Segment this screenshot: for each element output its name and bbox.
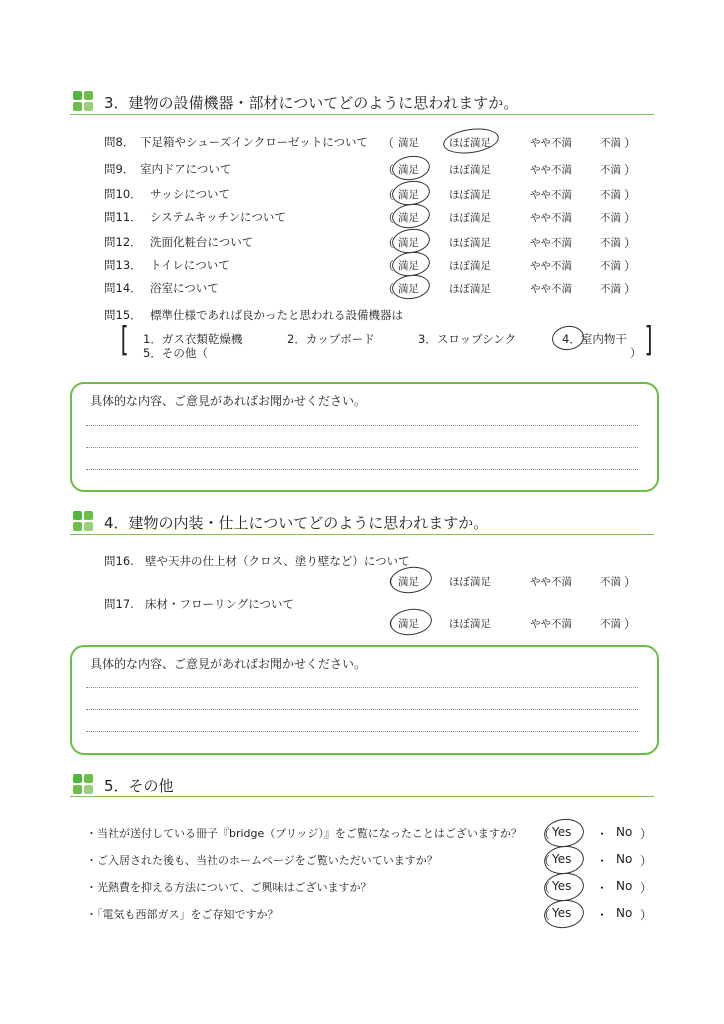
question-number: 問8． <box>104 135 135 149</box>
section-3-divider <box>70 114 654 115</box>
rating-option[interactable]: やや不満 <box>530 237 572 249</box>
comment-label-section-3: 具体的な内容、ご意見があればお聞かせください。 <box>90 394 367 408</box>
rating-option[interactable]: 満足 <box>398 618 419 630</box>
comment-line[interactable] <box>86 709 638 710</box>
close-paren: ） <box>640 854 653 868</box>
rating-option[interactable]: 不満 <box>600 137 621 149</box>
q15-item-1[interactable]: 1．ガス衣類乾燥機 <box>143 332 243 346</box>
rating-option[interactable]: 満足 <box>398 576 419 588</box>
question-number: 問11． <box>104 210 142 224</box>
close-paren: ） <box>624 136 637 150</box>
rating-option[interactable]: 不満 <box>600 189 621 201</box>
rating-option[interactable]: ほぼ満足 <box>449 283 491 295</box>
comment-line[interactable] <box>86 447 638 448</box>
rating-option[interactable]: やや不満 <box>530 260 572 272</box>
rating-option[interactable]: やや不満 <box>530 618 572 630</box>
comment-label-section-4: 具体的な内容、ご意見があればお聞かせください。 <box>90 657 367 671</box>
yes-option[interactable]: Yes <box>552 906 572 920</box>
close-paren: ） <box>640 908 653 922</box>
close-paren: ） <box>624 236 637 250</box>
separator-dot: ・ <box>596 908 609 922</box>
comment-line[interactable] <box>86 687 638 688</box>
rating-option[interactable]: 不満 <box>600 260 621 272</box>
rating-option[interactable]: 満足 <box>398 137 419 149</box>
q15-number: 問15． <box>104 308 142 322</box>
rating-option[interactable]: 満足 <box>398 189 419 201</box>
close-paren: ） <box>624 163 637 177</box>
question-text: 洗面化粧台について <box>150 235 254 249</box>
rating-option[interactable]: ほぼ満足 <box>449 212 491 224</box>
rating-option[interactable]: 不満 <box>600 283 621 295</box>
q15-other-close: ） <box>630 346 642 360</box>
q15-item-4[interactable]: 4．室内物干 <box>562 332 627 346</box>
close-paren: ） <box>624 211 637 225</box>
rating-option[interactable]: ほぼ満足 <box>449 237 491 249</box>
rating-option[interactable]: 満足 <box>398 164 419 176</box>
close-paren: ） <box>624 259 637 273</box>
yes-option[interactable]: Yes <box>552 879 572 893</box>
open-paren: （ <box>382 259 395 273</box>
q15-item-3[interactable]: 3．スロップシンク <box>418 332 517 346</box>
open-paren: （ <box>382 236 395 250</box>
close-paren: ） <box>640 881 653 895</box>
q15-bracket-right: ] <box>644 320 653 360</box>
question-text: 下足箱やシューズインクローゼットについて <box>140 135 369 149</box>
question-text: トイレについて <box>150 258 230 272</box>
q15-item-other[interactable]: 5．その他（ <box>143 346 208 360</box>
selection-circle <box>542 843 586 876</box>
rating-option[interactable]: ほぼ満足 <box>449 189 491 201</box>
rating-option[interactable]: やや不満 <box>530 164 572 176</box>
no-option[interactable]: No <box>616 879 633 893</box>
question-number: 問16. <box>104 554 134 568</box>
question-text: システムキッチンについて <box>150 210 286 224</box>
section-5-divider <box>70 796 654 797</box>
rating-option[interactable]: 満足 <box>398 260 419 272</box>
close-paren: ） <box>640 827 653 841</box>
selection-circle <box>542 816 586 849</box>
yes-option[interactable]: Yes <box>552 852 572 866</box>
rating-option[interactable]: 満足 <box>398 212 419 224</box>
comment-line[interactable] <box>86 469 638 470</box>
clover-icon <box>73 774 93 794</box>
open-paren: （ <box>382 163 395 177</box>
close-paren: ） <box>624 617 637 631</box>
section-5-title: 5．その他 <box>104 777 174 795</box>
question-number: 問17. <box>104 597 134 611</box>
rating-option[interactable]: やや不満 <box>530 189 572 201</box>
yes-no-question: ・「電気も西部ガス」をご存知ですか？ <box>86 908 279 921</box>
open-paren: （ <box>538 854 551 868</box>
question-number: 問9． <box>104 162 135 176</box>
selection-circle <box>391 201 432 230</box>
rating-option[interactable]: 不満 <box>600 576 621 588</box>
separator-dot: ・ <box>596 854 609 868</box>
open-paren: （ <box>382 211 395 225</box>
question-text: 浴室について <box>150 281 219 295</box>
rating-option[interactable]: 不満 <box>600 164 621 176</box>
rating-option[interactable]: ほぼ満足 <box>449 137 491 149</box>
close-paren: ） <box>624 188 637 202</box>
rating-option[interactable]: やや不満 <box>530 576 572 588</box>
q15-selection-circle <box>550 324 585 352</box>
comment-line[interactable] <box>86 425 638 426</box>
clover-icon <box>73 511 93 531</box>
selection-circle <box>391 272 432 301</box>
open-paren: （ <box>382 282 395 296</box>
q15-bracket-left: [ <box>120 320 129 360</box>
comment-line[interactable] <box>86 731 638 732</box>
clover-icon <box>73 91 93 111</box>
section-4-title: 4．建物の内装・仕上についてどのように思われますか。 <box>104 514 489 532</box>
section-3-title: 3．建物の設備機器・部材についてどのように思われますか。 <box>104 94 519 112</box>
question-text: 壁や天井の仕上材（クロス、塗り壁など）について <box>145 554 410 568</box>
rating-option[interactable]: ほぼ満足 <box>449 618 491 630</box>
rating-option[interactable]: 満足 <box>398 237 419 249</box>
rating-option[interactable]: やや不満 <box>530 137 572 149</box>
q15-text: 標準仕様であれば良かったと思われる設備機器は <box>150 308 403 322</box>
yes-no-question: ・光熱費を抑える方法について、ご興味はございますか？ <box>86 881 372 894</box>
rating-option[interactable]: 不満 <box>600 618 621 630</box>
no-option[interactable]: No <box>616 906 633 920</box>
separator-dot: ・ <box>596 827 609 841</box>
selection-circle <box>542 870 586 903</box>
rating-option[interactable]: やや不満 <box>530 283 572 295</box>
no-option[interactable]: No <box>616 825 633 839</box>
close-paren: ） <box>624 575 637 589</box>
q15-item-2[interactable]: 2．カップボード <box>287 332 375 346</box>
selection-circle <box>391 153 432 182</box>
question-number: 問13． <box>104 258 142 272</box>
question-number: 問14． <box>104 281 142 295</box>
question-number: 問12． <box>104 235 142 249</box>
yes-no-question: ・当社が送付している冊子『bridge（ブリッジ）』をご覧になったことはございますか？ <box>86 827 522 840</box>
selection-circle <box>542 897 586 930</box>
question-text: 室内ドアについて <box>140 162 232 176</box>
rating-option[interactable]: ほぼ満足 <box>449 260 491 272</box>
open-paren: （ <box>538 908 551 922</box>
no-option[interactable]: No <box>616 852 633 866</box>
open-paren: （ <box>382 617 395 631</box>
open-paren: （ <box>538 881 551 895</box>
open-paren: （ <box>538 827 551 841</box>
rating-option[interactable]: やや不満 <box>530 212 572 224</box>
selection-circle <box>442 125 501 157</box>
rating-option[interactable]: 満足 <box>398 283 419 295</box>
separator-dot: ・ <box>596 881 609 895</box>
question-text: 床材・フローリングについて <box>145 597 295 611</box>
rating-option[interactable]: ほぼ満足 <box>449 164 491 176</box>
rating-option[interactable]: 不満 <box>600 212 621 224</box>
yes-no-question: ・ご入居された後も、当社のホームページをご覧いただいていますか？ <box>86 854 438 867</box>
rating-option[interactable]: 不満 <box>600 237 621 249</box>
open-paren: （ <box>382 575 395 589</box>
open-paren: （ <box>382 188 395 202</box>
question-number: 問10． <box>104 187 142 201</box>
close-paren: ） <box>624 282 637 296</box>
question-text: サッシについて <box>150 187 231 201</box>
open-paren: （ <box>382 136 395 150</box>
section-4-divider <box>70 534 654 535</box>
yes-option[interactable]: Yes <box>552 825 572 839</box>
selection-circle <box>388 606 433 638</box>
rating-option[interactable]: ほぼ満足 <box>449 576 491 588</box>
